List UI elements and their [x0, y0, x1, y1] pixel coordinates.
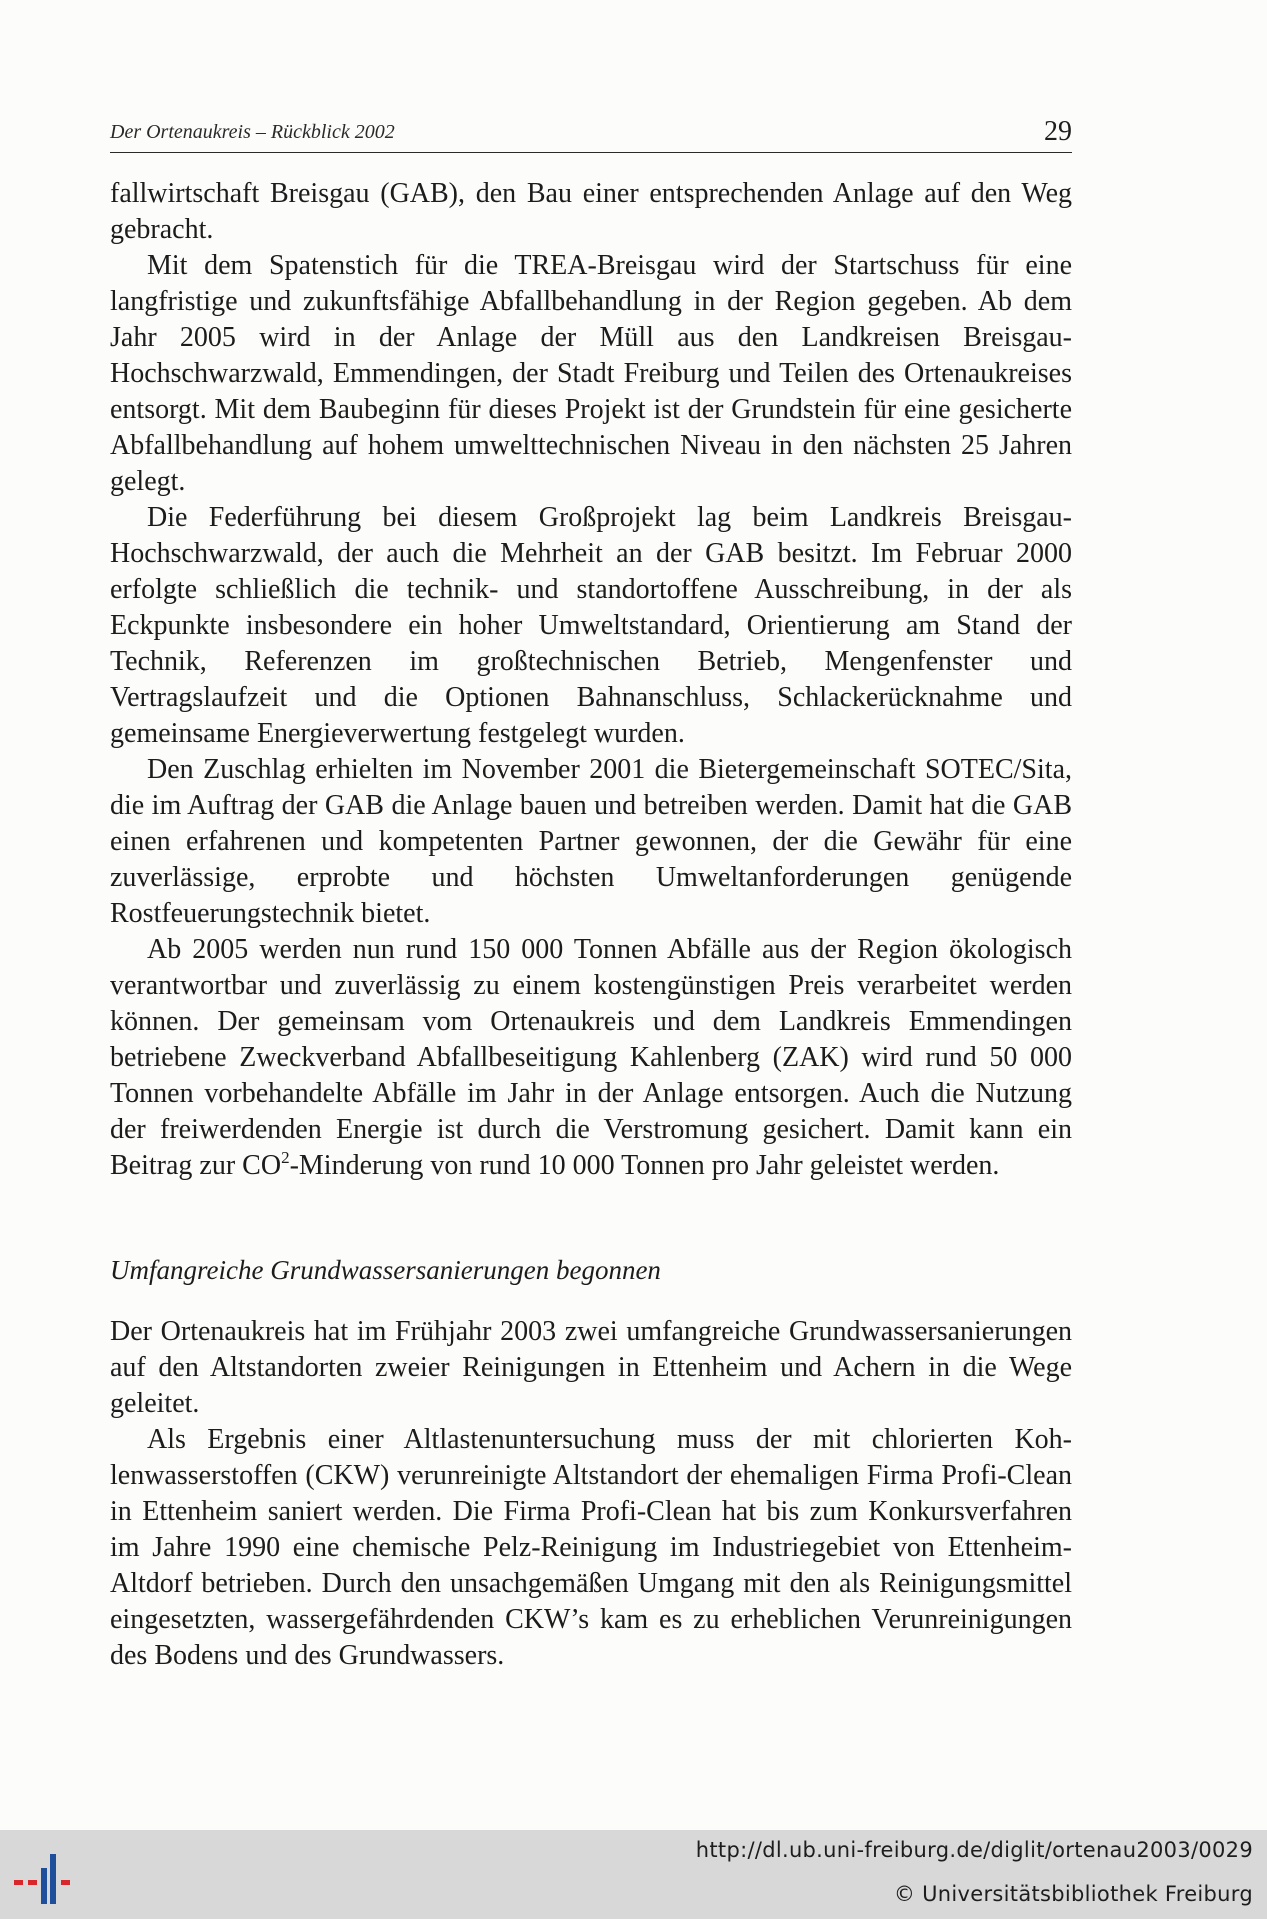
- page-number: 29: [1044, 116, 1072, 147]
- paragraph-5-text-before: Ab 2005 werden nun rund 150 000 Tonnen Abfälle aus der Region ökologisch verantwortbar und zuverlässig zu einem kostengünstigen Preis verarbeitet werden können. Der gemeinsam vom Ortenaukreis und dem Landkreis Emmendingen betriebene Zweckverband Abfallbeseitigung Kahlenberg (ZAK) wird rund 50 000 Tonnen vorbehandelte Abfälle im Jahr in der Anlage entsorgen. Auch die Nutzung der freiwerdenden Energie ist durch die Verstromung gesichert. Damit kann ein Beitrag zur CO: [110, 934, 1072, 1181]
- paragraph-5-text-after: -Minderung von rund 10 000 Tonnen pro Jahr geleistet werden.: [289, 1150, 1000, 1181]
- running-head: Der Ortenaukreis – Rückblick 2002: [110, 121, 395, 143]
- paragraph-7: Als Ergebnis einer Altlastenuntersuchung muss der mit chlorierten Kohlenwasserstoffen (CKW) verunreinigte Altstandort der ehemaligen Firma Profi-Clean in Ettenheim saniert werden. Die Firma Profi-Clean hat bis zum Konkursverfahren im Jahre 1990 eine chemische Pelz-Reinigung im Industriegebiet von Ettenheim-Altdorf betrieben. Durch den unsachgemäßen Umgang mit den als Reinigungsmittel eingesetzten, wassergefährdenden CKW’s kam es zu erheblichen Verunreinigungen des Bodens und des Grundwassers.: [110, 1424, 1072, 1671]
- paragraph-1: fallwirtschaft Breisgau (GAB), den Bau einer entsprechenden Anlage auf den Weg gebracht.: [110, 178, 1072, 245]
- co2-superscript: 2: [281, 1148, 290, 1167]
- paragraph-6: Der Ortenaukreis hat im Frühjahr 2003 zwei umfangreiche Grundwassersanierungen auf den Altstandorten zweier Reinigungen in Ettenheim und Achern in die Wege geleitet.: [110, 1316, 1072, 1419]
- ub-freiburg-logo-icon: [14, 1850, 84, 1906]
- body-text: [110, 176, 1072, 1674]
- footer-bar: [0, 1830, 1267, 1919]
- paragraph-2: Mit dem Spatenstich für die TREA-Breisgau wird der Startschuss für eine langfristige und zukunftsfähige Abfallbehandlung in der Region gegeben. Ab dem Jahr 2005 wird in der Anlage der Müll aus den Landkreisen Breisgau-Hochschwarzwald, Emmendingen, der Stadt Freiburg und Teilen des Ortenaukreises entsorgt. Mit dem Baubeginn für dieses Projekt ist der Grundstein für eine gesicherte Abfallbehandlung auf hohem umwelttechnischen Niveau in den nächsten 25 Jahren gelegt.: [110, 250, 1072, 497]
- paragraph-5: [110, 932, 1072, 1184]
- paragraph-4: Den Zuschlag erhielten im November 2001 die Bietergemeinschaft SOTEC/Sita, die im Auftrag der GAB die Anlage bauen und betreiben werden. Damit hat die GAB einen erfahrenen und kompetenten Partner gewonnen, der die Gewähr für eine zuverlässige, erprobte und höchsten Umweltanforderungen genügende Rostfeuerungstechnik bietet.: [110, 754, 1072, 929]
- section-heading: Umfangreiche Grundwassersanierungen begonnen: [110, 1255, 661, 1285]
- footer-copyright: © Universitätsbibliothek Freiburg: [893, 1882, 1253, 1906]
- paragraph-3: Die Federführung bei diesem Großprojekt lag beim Landkreis Breisgau-Hochschwarzwald, der auch die Mehrheit an der GAB besitzt. Im Februar 2000 erfolgte schließlich die technik- und standortoffene Ausschreibung, in der als Eckpunkte insbesondere ein hoher Umweltstandard, Orientierung am Stand der Technik, Referenzen im großtechnischen Betrieb, Mengenfenster und Vertragslaufzeit und die Optionen Bahnanschluss, Schlackerücknahme und gemeinsame Energieverwertung festgelegt wurden.: [110, 502, 1072, 749]
- footer-url-link[interactable]: http://dl.ub.uni-freiburg.de/diglit/ortenau2003/0029: [695, 1838, 1253, 1862]
- page-header: [110, 112, 1072, 153]
